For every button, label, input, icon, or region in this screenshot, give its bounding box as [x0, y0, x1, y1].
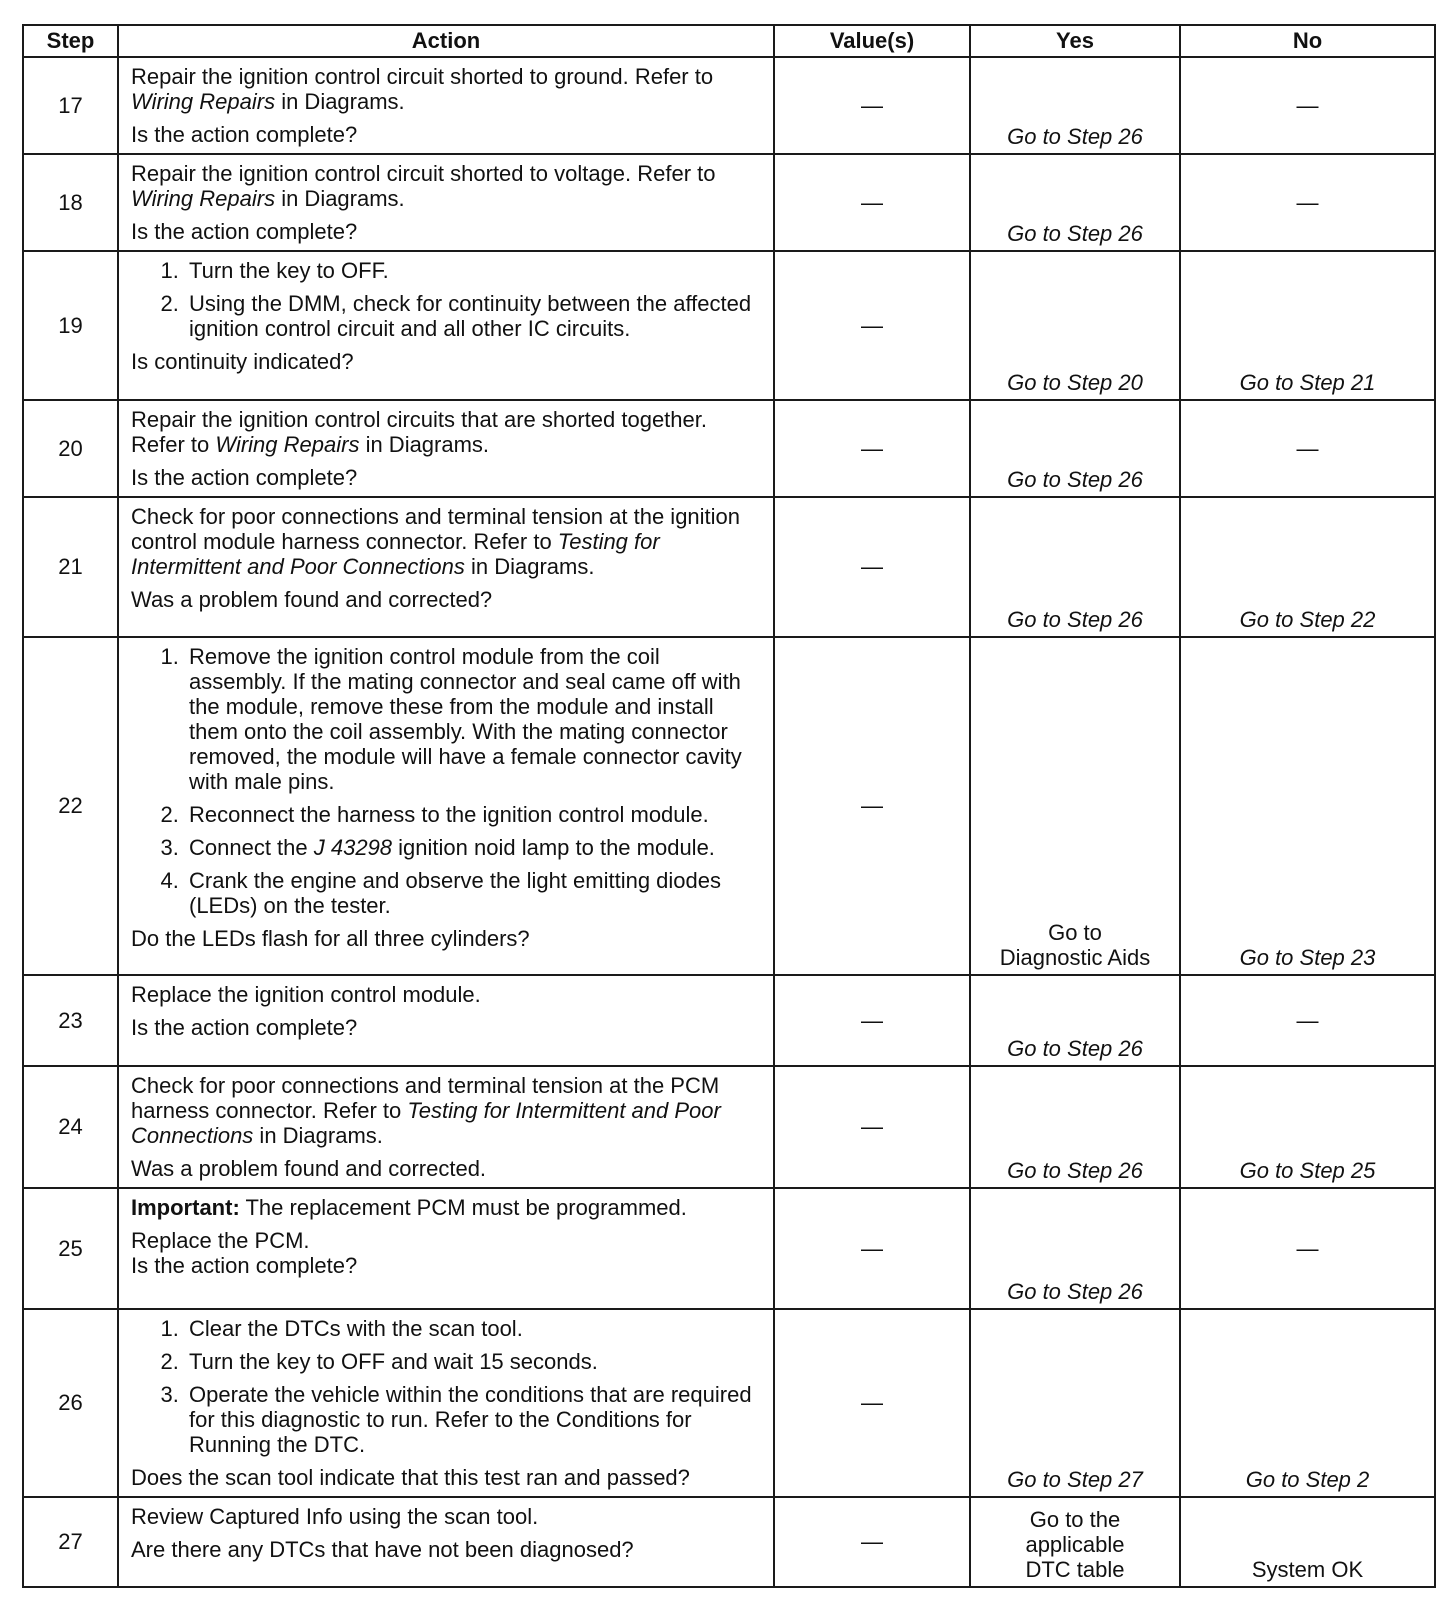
action-text: Repair the ignition control circuit shorted to voltage. Refer to Wiring Repairs in Diagrams. — [131, 161, 716, 211]
list-item: 2. Turn the key to OFF and wait 15 seconds. — [185, 1349, 763, 1374]
value-cell: — — [774, 1309, 970, 1497]
step-number: 24 — [23, 1066, 118, 1188]
step-number: 26 — [23, 1309, 118, 1497]
action-cell — [118, 251, 774, 400]
yes-cell — [970, 1309, 1180, 1497]
value-cell: — — [774, 400, 970, 497]
action-text: Check for poor connections and terminal tension at the ignition control module harness connector. Refer to Testing for Intermittent and Poor Connections in Diagrams. — [131, 504, 741, 579]
yes-cell — [970, 1188, 1180, 1309]
table-row — [23, 1188, 1435, 1309]
yes-link[interactable]: Go to Step 26 — [1007, 1158, 1143, 1183]
step-number: 18 — [23, 154, 118, 251]
table-row — [23, 975, 1435, 1066]
action-cell — [118, 400, 774, 497]
list-item: 1. Clear the DTCs with the scan tool. — [185, 1316, 763, 1341]
action-cell — [118, 637, 774, 975]
question-text: Is continuity indicated? — [131, 349, 354, 374]
no-cell: — — [1180, 975, 1435, 1066]
action-steps — [131, 258, 763, 341]
no-cell: — — [1180, 400, 1435, 497]
question-text: Is the action complete? — [131, 122, 358, 147]
yes-cell — [970, 57, 1180, 154]
no-link[interactable]: Go to Step 25 — [1239, 1158, 1376, 1183]
diagnostic-table — [22, 24, 1436, 1588]
list-item: 2. Reconnect the harness to the ignition control module. — [185, 802, 763, 827]
table-row — [23, 497, 1435, 637]
table-row — [23, 400, 1435, 497]
question-text: Does the scan tool indicate that this test ran and passed? — [131, 1465, 690, 1490]
table-row — [23, 637, 1435, 975]
list-item: 3. Connect the J 43298 ignition noid lamp to the module. — [185, 835, 763, 860]
no-result: System OK — [1251, 1557, 1364, 1582]
list-item: 3. Operate the vehicle within the conditions that are required for this diagnostic to run. Refer to the Conditions for Running the DTC. — [185, 1382, 763, 1457]
action-text: Replace the PCM. — [131, 1228, 310, 1253]
no-link[interactable]: Go to Step 2 — [1245, 1467, 1370, 1492]
header-no: No — [1180, 25, 1435, 57]
action-text: Check for poor connections and terminal tension at the PCM harness connector. Refer to Testing for Intermittent and Poor Connections in Diagrams. — [131, 1073, 721, 1148]
yes-link[interactable]: Go to Step 26 — [1007, 124, 1143, 149]
value-cell: — — [774, 154, 970, 251]
no-link[interactable]: Go to Step 22 — [1239, 607, 1376, 632]
value-cell: — — [774, 637, 970, 975]
no-cell — [1180, 1066, 1435, 1188]
list-item: 1. Turn the key to OFF. — [185, 258, 763, 283]
action-cell — [118, 1188, 774, 1309]
yes-link[interactable]: Go to Step 26 — [1007, 221, 1143, 246]
value-cell: — — [774, 1066, 970, 1188]
yes-cell — [970, 251, 1180, 400]
yes-link[interactable]: Go to Step 20 — [1007, 370, 1143, 395]
table-row — [23, 1309, 1435, 1497]
step-number: 22 — [23, 637, 118, 975]
action-text: Replace the ignition control module. — [131, 982, 481, 1007]
yes-link[interactable]: Go to Diagnostic Aids — [999, 920, 1151, 970]
question-text: Was a problem found and corrected? — [131, 587, 493, 612]
yes-link[interactable]: Go to Step 26 — [1007, 607, 1143, 632]
step-number: 19 — [23, 251, 118, 400]
no-cell: — — [1180, 57, 1435, 154]
value-cell: — — [774, 1188, 970, 1309]
action-text: Review Captured Info using the scan tool. — [131, 1504, 539, 1529]
question-text: Was a problem found and corrected. — [131, 1156, 487, 1181]
action-cell — [118, 497, 774, 637]
table-row — [23, 1497, 1435, 1587]
yes-cell — [970, 400, 1180, 497]
list-item: 2. Using the DMM, check for continuity between the affected ignition control circuit and all other IC circuits. — [185, 291, 763, 341]
question-text: Do the LEDs flash for all three cylinders? — [131, 926, 530, 951]
step-number: 23 — [23, 975, 118, 1066]
no-cell: — — [1180, 1188, 1435, 1309]
list-item: 1. Remove the ignition control module from the coil assembly. If the mating connector and seal came off with the module, remove these from the module and install them onto the coil assembly. With the mating connector removed, the module will have a female connector cavity with male pins. — [185, 644, 763, 794]
action-steps — [131, 1316, 763, 1457]
step-number: 27 — [23, 1497, 118, 1587]
action-text: Repair the ignition control circuit shorted to ground. Refer to Wiring Repairs in Diagrams. — [131, 64, 714, 114]
action-cell — [118, 1497, 774, 1587]
yes-link[interactable]: Go to Step 26 — [1007, 1279, 1143, 1304]
header-action: Action — [118, 25, 774, 57]
list-item: 4. Crank the engine and observe the light emitting diodes (LEDs) on the tester. — [185, 868, 763, 918]
no-cell — [1180, 1309, 1435, 1497]
yes-cell — [970, 637, 1180, 975]
question-text: Is the action complete? — [131, 1253, 358, 1278]
value-cell: — — [774, 251, 970, 400]
no-cell — [1180, 497, 1435, 637]
action-cell — [118, 57, 774, 154]
yes-cell — [970, 497, 1180, 637]
question-text: Is the action complete? — [131, 1015, 358, 1040]
header-row — [23, 25, 1435, 57]
yes-link[interactable]: Go to the applicable DTC table — [1025, 1507, 1125, 1582]
yes-cell — [970, 975, 1180, 1066]
question-text: Is the action complete? — [131, 465, 358, 490]
value-cell: — — [774, 497, 970, 637]
action-cell — [118, 1309, 774, 1497]
action-cell — [118, 1066, 774, 1188]
step-number: 17 — [23, 57, 118, 154]
yes-link[interactable]: Go to Step 26 — [1007, 467, 1143, 492]
no-cell: — — [1180, 154, 1435, 251]
no-cell — [1180, 637, 1435, 975]
table-row — [23, 57, 1435, 154]
yes-cell — [970, 1497, 1180, 1587]
action-cell — [118, 154, 774, 251]
no-link[interactable]: Go to Step 21 — [1239, 370, 1376, 395]
no-cell — [1180, 1497, 1435, 1587]
value-cell: — — [774, 57, 970, 154]
action-steps — [131, 644, 763, 918]
header-yes: Yes — [970, 25, 1180, 57]
value-cell: — — [774, 975, 970, 1066]
header-step: Step — [23, 25, 118, 57]
table-row — [23, 1066, 1435, 1188]
yes-cell — [970, 154, 1180, 251]
action-cell — [118, 975, 774, 1066]
yes-cell — [970, 1066, 1180, 1188]
no-cell — [1180, 251, 1435, 400]
question-text: Are there any DTCs that have not been diagnosed? — [131, 1537, 634, 1562]
step-number: 25 — [23, 1188, 118, 1309]
yes-link[interactable]: Go to Step 27 — [1007, 1467, 1143, 1492]
header-values: Value(s) — [774, 25, 970, 57]
table-row — [23, 154, 1435, 251]
table-row — [23, 251, 1435, 400]
no-link[interactable]: Go to Step 23 — [1239, 945, 1376, 970]
value-cell: — — [774, 1497, 970, 1587]
step-number: 20 — [23, 400, 118, 497]
step-number: 21 — [23, 497, 118, 637]
important-note: Important: The replacement PCM must be programmed. — [131, 1195, 687, 1220]
action-text: Repair the ignition control circuits that are shorted together. Refer to Wiring Repairs in Diagrams. — [131, 407, 707, 457]
yes-link[interactable]: Go to Step 26 — [1007, 1036, 1143, 1061]
question-text: Is the action complete? — [131, 219, 358, 244]
